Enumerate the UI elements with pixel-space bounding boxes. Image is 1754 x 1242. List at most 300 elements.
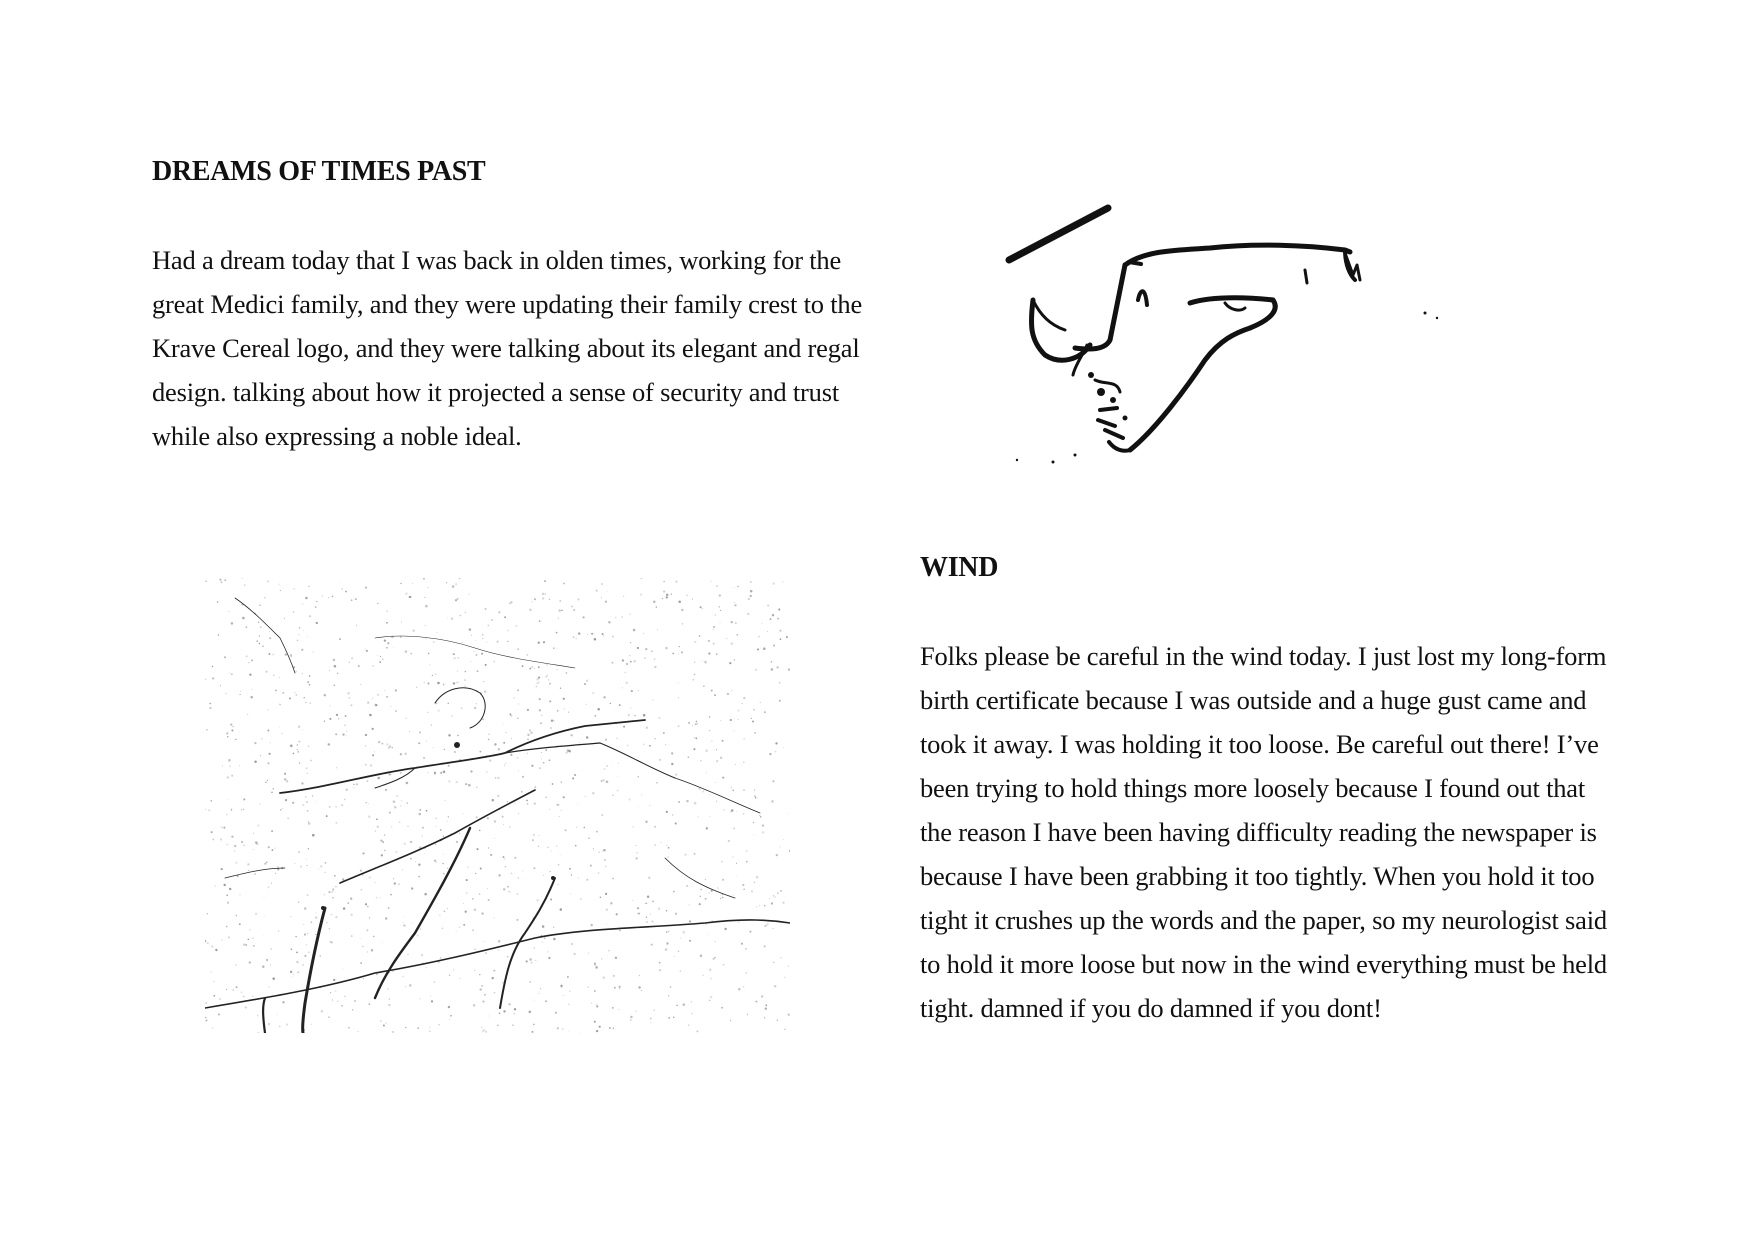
texture-speckle <box>706 924 707 925</box>
texture-speckle <box>742 884 744 886</box>
texture-speckle <box>572 777 574 779</box>
texture-speckle <box>595 1004 597 1006</box>
texture-speckle <box>298 741 300 743</box>
texture-speckle <box>411 887 413 889</box>
texture-speckle <box>422 835 423 836</box>
texture-speckle <box>403 843 406 846</box>
texture-speckle <box>228 1001 229 1002</box>
texture-speckle <box>344 725 346 727</box>
texture-speckle <box>482 1001 484 1003</box>
texture-speckle <box>307 933 308 934</box>
texture-speckle <box>618 986 620 988</box>
texture-speckle <box>610 616 611 617</box>
texture-speckle <box>747 613 749 615</box>
texture-speckle <box>337 673 338 674</box>
texture-speckle <box>438 710 440 712</box>
texture-speckle <box>730 1020 731 1021</box>
texture-speckle <box>412 629 414 631</box>
texture-speckle <box>757 648 759 650</box>
texture-speckle <box>482 1030 484 1032</box>
texture-speckle <box>424 597 425 598</box>
texture-speckle <box>308 586 309 587</box>
texture-speckle <box>635 857 637 859</box>
texture-speckle <box>326 815 328 817</box>
texture-speckle <box>513 1013 514 1014</box>
texture-speckle <box>763 647 766 650</box>
texture-speckle <box>430 995 431 996</box>
texture-speckle <box>586 704 587 705</box>
texture-speckle <box>505 866 506 867</box>
texture-speckle <box>298 902 299 903</box>
texture-speckle <box>745 948 747 950</box>
texture-speckle <box>502 816 504 818</box>
texture-speckle <box>534 598 536 600</box>
texture-speckle <box>577 598 579 600</box>
texture-speckle <box>607 591 608 592</box>
texture-speckle <box>549 599 550 600</box>
texture-speckle <box>548 679 549 680</box>
texture-speckle <box>261 738 263 740</box>
texture-speckle <box>605 739 607 741</box>
texture-speckle <box>509 1003 511 1005</box>
texture-speckle <box>488 899 490 901</box>
texture-speckle <box>616 913 618 915</box>
texture-speckle <box>345 591 347 593</box>
hand-drawn-creature-sketch-icon <box>1005 180 1495 470</box>
texture-speckle <box>541 752 542 753</box>
texture-speckle <box>307 810 309 812</box>
texture-speckle <box>518 703 519 704</box>
texture-speckle <box>645 821 647 823</box>
texture-speckle <box>647 895 649 897</box>
texture-speckle <box>733 828 734 829</box>
texture-speckle <box>550 899 552 901</box>
texture-speckle <box>443 771 446 774</box>
texture-speckle <box>431 724 433 726</box>
texture-speckle <box>332 999 334 1001</box>
texture-speckle <box>653 1009 655 1011</box>
texture-speckle <box>536 899 538 901</box>
texture-speckle <box>738 988 741 991</box>
texture-speckle <box>384 850 386 852</box>
texture-speckle <box>295 694 297 696</box>
texture-speckle <box>640 578 642 579</box>
texture-speckle <box>645 648 647 650</box>
texture-speckle <box>302 964 304 966</box>
texture-speckle <box>214 885 215 886</box>
texture-speckle <box>498 874 500 876</box>
texture-speckle <box>419 928 421 930</box>
texture-speckle <box>407 825 409 827</box>
texture-speckle <box>406 592 408 594</box>
texture-speckle <box>356 783 358 785</box>
texture-speckle <box>568 1003 570 1005</box>
texture-speckle <box>301 782 303 784</box>
texture-speckle <box>298 851 300 853</box>
texture-speckle <box>671 763 673 765</box>
texture-speckle <box>349 662 350 663</box>
texture-speckle <box>717 887 718 888</box>
texture-speckle <box>299 627 301 629</box>
texture-speckle <box>601 597 602 598</box>
texture-speckle <box>497 777 499 779</box>
texture-speckle <box>584 827 586 829</box>
texture-speckle <box>307 865 308 866</box>
texture-speckle <box>503 1010 505 1012</box>
texture-speckle <box>258 622 259 623</box>
texture-speckle <box>427 682 429 684</box>
texture-speckle <box>578 632 580 634</box>
texture-speckle <box>305 702 307 704</box>
texture-speckle <box>401 800 402 801</box>
texture-speckle <box>623 596 624 597</box>
texture-speckle <box>599 1026 601 1028</box>
texture-speckle <box>646 727 648 729</box>
texture-speckle <box>328 743 330 745</box>
texture-speckle <box>360 938 361 939</box>
texture-speckle <box>365 764 367 766</box>
texture-speckle <box>503 888 505 890</box>
texture-speckle <box>681 651 683 653</box>
texture-speckle <box>731 642 733 644</box>
texture-speckle <box>743 889 744 890</box>
texture-speckle <box>721 1007 723 1009</box>
texture-speckle <box>661 842 662 843</box>
texture-speckle <box>299 762 300 763</box>
texture-speckle <box>234 851 235 852</box>
texture-speckle <box>334 685 335 686</box>
texture-speckle <box>385 1022 387 1024</box>
texture-speckle <box>581 770 582 771</box>
texture-speckle <box>352 1009 354 1011</box>
texture-speckle <box>307 681 309 683</box>
texture-speckle <box>671 593 672 594</box>
texture-speckle <box>353 784 355 786</box>
texture-speckle <box>433 747 434 748</box>
texture-speckle <box>254 760 257 763</box>
texture-speckle <box>446 582 447 583</box>
texture-speckle <box>269 631 270 632</box>
texture-speckle <box>691 1001 692 1002</box>
texture-speckle <box>278 583 279 584</box>
texture-speckle <box>711 890 713 892</box>
texture-speckle <box>243 845 244 846</box>
texture-speckle <box>732 857 733 858</box>
texture-speckle <box>400 753 402 755</box>
texture-speckle <box>475 816 477 818</box>
texture-speckle <box>452 585 455 588</box>
texture-speckle <box>731 809 734 812</box>
texture-speckle <box>553 648 554 649</box>
texture-speckle <box>539 767 541 769</box>
texture-speckle <box>588 986 589 987</box>
texture-speckle <box>779 682 781 684</box>
texture-speckle <box>403 924 405 926</box>
texture-speckle <box>290 916 291 917</box>
texture-speckle <box>659 969 661 971</box>
texture-speckle <box>653 600 656 603</box>
texture-speckle <box>220 826 222 828</box>
texture-speckle <box>329 941 331 943</box>
texture-speckle <box>766 923 768 925</box>
texture-speckle <box>425 638 427 640</box>
texture-speckle <box>563 698 565 700</box>
texture-speckle <box>783 839 784 840</box>
texture-speckle <box>494 743 497 746</box>
texture-speckle <box>348 1027 350 1029</box>
texture-speckle <box>507 956 508 957</box>
texture-speckle <box>387 642 389 644</box>
texture-speckle <box>226 732 228 734</box>
texture-speckle <box>253 945 255 947</box>
texture-speckle <box>386 743 388 745</box>
texture-speckle <box>264 916 265 917</box>
texture-speckle <box>275 873 276 874</box>
texture-speckle <box>257 1015 258 1016</box>
texture-speckle <box>474 707 476 709</box>
texture-speckle <box>695 723 697 725</box>
texture-speckle <box>312 651 314 653</box>
texture-speckle <box>693 748 695 750</box>
texture-speckle <box>386 622 388 624</box>
texture-speckle <box>282 866 283 867</box>
texture-speckle <box>576 826 578 828</box>
texture-speckle <box>522 776 524 778</box>
texture-speckle <box>248 939 250 941</box>
texture-speckle <box>218 634 220 636</box>
texture-speckle <box>765 1004 767 1006</box>
texture-speckle <box>547 951 548 952</box>
texture-speckle <box>514 802 515 803</box>
texture-speckle <box>688 722 690 724</box>
texture-speckle <box>477 670 479 672</box>
texture-speckle <box>779 846 780 847</box>
texture-speckle <box>605 601 607 603</box>
texture-speckle <box>762 825 764 827</box>
texture-speckle <box>609 1027 611 1029</box>
texture-speckle <box>234 845 236 847</box>
texture-speckle <box>382 841 384 843</box>
texture-speckle <box>318 868 319 869</box>
texture-speckle <box>713 629 714 630</box>
texture-speckle <box>618 1009 619 1010</box>
texture-speckle <box>291 656 292 657</box>
texture-speckle <box>377 603 378 604</box>
texture-speckle <box>447 618 448 619</box>
texture-speckle <box>735 622 737 624</box>
texture-speckle <box>253 849 254 850</box>
texture-speckle <box>641 794 642 795</box>
texture-speckle <box>750 590 753 593</box>
texture-speckle <box>497 1025 499 1027</box>
texture-speckle <box>699 903 701 905</box>
texture-speckle <box>256 842 259 845</box>
texture-speckle <box>764 905 766 907</box>
texture-speckle <box>720 610 721 611</box>
texture-speckle <box>517 689 519 691</box>
texture-speckle <box>324 721 325 722</box>
texture-speckle <box>674 956 675 957</box>
texture-speckle <box>786 636 788 638</box>
texture-speckle <box>268 753 270 755</box>
texture-speckle <box>708 892 709 893</box>
texture-speckle <box>579 742 580 743</box>
texture-speckle <box>211 831 213 833</box>
texture-speckle <box>483 681 484 682</box>
texture-speckle <box>481 653 483 655</box>
texture-speckle <box>373 665 374 666</box>
texture-speckle <box>312 834 315 837</box>
texture-speckle <box>779 630 781 632</box>
texture-speckle <box>788 1014 790 1016</box>
texture-speckle <box>509 713 511 715</box>
texture-speckle <box>253 833 254 834</box>
texture-speckle <box>537 682 539 684</box>
texture-speckle <box>678 951 680 953</box>
texture-speckle <box>675 581 677 583</box>
texture-speckle <box>586 680 588 682</box>
texture-speckle <box>358 665 360 667</box>
texture-speckle <box>510 754 512 756</box>
texture-speckle <box>594 990 596 992</box>
texture-speckle <box>334 665 337 668</box>
texture-speckle <box>529 981 531 983</box>
texture-speckle <box>282 692 284 694</box>
texture-speckle <box>755 669 757 671</box>
texture-speckle <box>272 977 275 980</box>
texture-speckle <box>533 947 535 949</box>
texture-speckle <box>578 803 579 804</box>
texture-speckle <box>507 630 509 632</box>
texture-speckle <box>293 611 295 613</box>
texture-speckle <box>654 658 656 660</box>
texture-speckle <box>284 773 286 775</box>
texture-speckle <box>403 922 404 923</box>
texture-speckle <box>365 649 366 650</box>
texture-speckle <box>668 1017 670 1019</box>
texture-speckle <box>539 698 541 700</box>
texture-speckle <box>206 729 208 731</box>
texture-speckle <box>342 588 343 589</box>
texture-speckle <box>212 1027 213 1028</box>
texture-speckle <box>249 674 251 676</box>
texture-speckle <box>742 703 743 704</box>
texture-speckle <box>336 714 338 716</box>
texture-speckle <box>728 840 730 842</box>
texture-speckle <box>527 803 529 805</box>
texture-speckle <box>485 664 487 666</box>
texture-speckle <box>442 928 444 930</box>
texture-speckle <box>377 655 378 656</box>
texture-speckle <box>743 789 745 791</box>
texture-speckle <box>281 733 282 734</box>
texture-speckle <box>416 687 418 689</box>
texture-speckle <box>700 606 702 608</box>
texture-speckle <box>284 618 285 619</box>
texture-speckle <box>346 730 347 731</box>
texture-speckle <box>689 904 690 905</box>
texture-speckle <box>409 770 410 771</box>
texture-speckle <box>437 682 440 685</box>
texture-speckle <box>780 957 781 958</box>
texture-speckle <box>517 648 519 650</box>
texture-speckle <box>230 808 232 810</box>
texture-speckle <box>618 763 619 764</box>
texture-speckle <box>448 780 450 782</box>
texture-speckle <box>465 911 467 913</box>
texture-speckle <box>368 803 369 804</box>
texture-speckle <box>641 990 642 991</box>
texture-speckle <box>563 995 564 996</box>
texture-speckle <box>302 804 304 806</box>
texture-speckle <box>584 683 586 685</box>
texture-speckle <box>707 934 708 935</box>
texture-speckle <box>426 967 427 968</box>
texture-speckle <box>392 971 393 972</box>
texture-speckle <box>423 757 425 759</box>
texture-speckle <box>412 923 413 924</box>
texture-speckle <box>490 854 492 856</box>
texture-speckle <box>229 888 231 890</box>
texture-speckle <box>448 816 449 817</box>
texture-speckle <box>689 920 691 922</box>
texture-speckle <box>472 898 474 900</box>
texture-speckle <box>771 800 774 803</box>
texture-speckle <box>243 996 244 997</box>
texture-speckle <box>307 636 308 637</box>
texture-speckle <box>598 872 599 873</box>
texture-speckle <box>653 922 654 923</box>
texture-speckle <box>393 878 394 879</box>
texture-speckle <box>341 582 342 583</box>
texture-speckle <box>573 636 575 638</box>
texture-speckle <box>315 916 317 918</box>
texture-speckle <box>235 862 237 864</box>
texture-speckle <box>716 801 717 802</box>
texture-speckle <box>488 1016 489 1017</box>
texture-speckle <box>402 976 404 978</box>
texture-speckle <box>613 1028 614 1029</box>
texture-speckle <box>586 879 588 881</box>
texture-speckle <box>400 805 401 806</box>
texture-speckle <box>569 868 571 870</box>
texture-speckle <box>360 962 362 964</box>
texture-speckle <box>434 772 436 774</box>
texture-speckle <box>243 944 245 946</box>
texture-speckle <box>390 706 391 707</box>
texture-speckle <box>604 768 606 770</box>
texture-speckle <box>316 622 318 624</box>
texture-speckle <box>451 618 453 620</box>
texture-speckle <box>514 1008 516 1010</box>
texture-speckle <box>526 800 528 802</box>
texture-speckle <box>575 845 577 847</box>
texture-speckle <box>714 694 716 696</box>
texture-speckle <box>367 780 369 782</box>
texture-speckle <box>235 964 236 965</box>
texture-speckle <box>610 902 613 905</box>
texture-speckle <box>262 645 263 646</box>
texture-speckle <box>305 859 306 860</box>
texture-speckle <box>678 654 679 655</box>
texture-speckle <box>438 1024 439 1025</box>
texture-speckle <box>389 773 391 775</box>
texture-speckle <box>539 993 540 994</box>
texture-speckle <box>228 759 231 762</box>
texture-speckle <box>208 809 210 811</box>
texture-speckle <box>333 659 336 662</box>
texture-speckle <box>507 886 509 888</box>
